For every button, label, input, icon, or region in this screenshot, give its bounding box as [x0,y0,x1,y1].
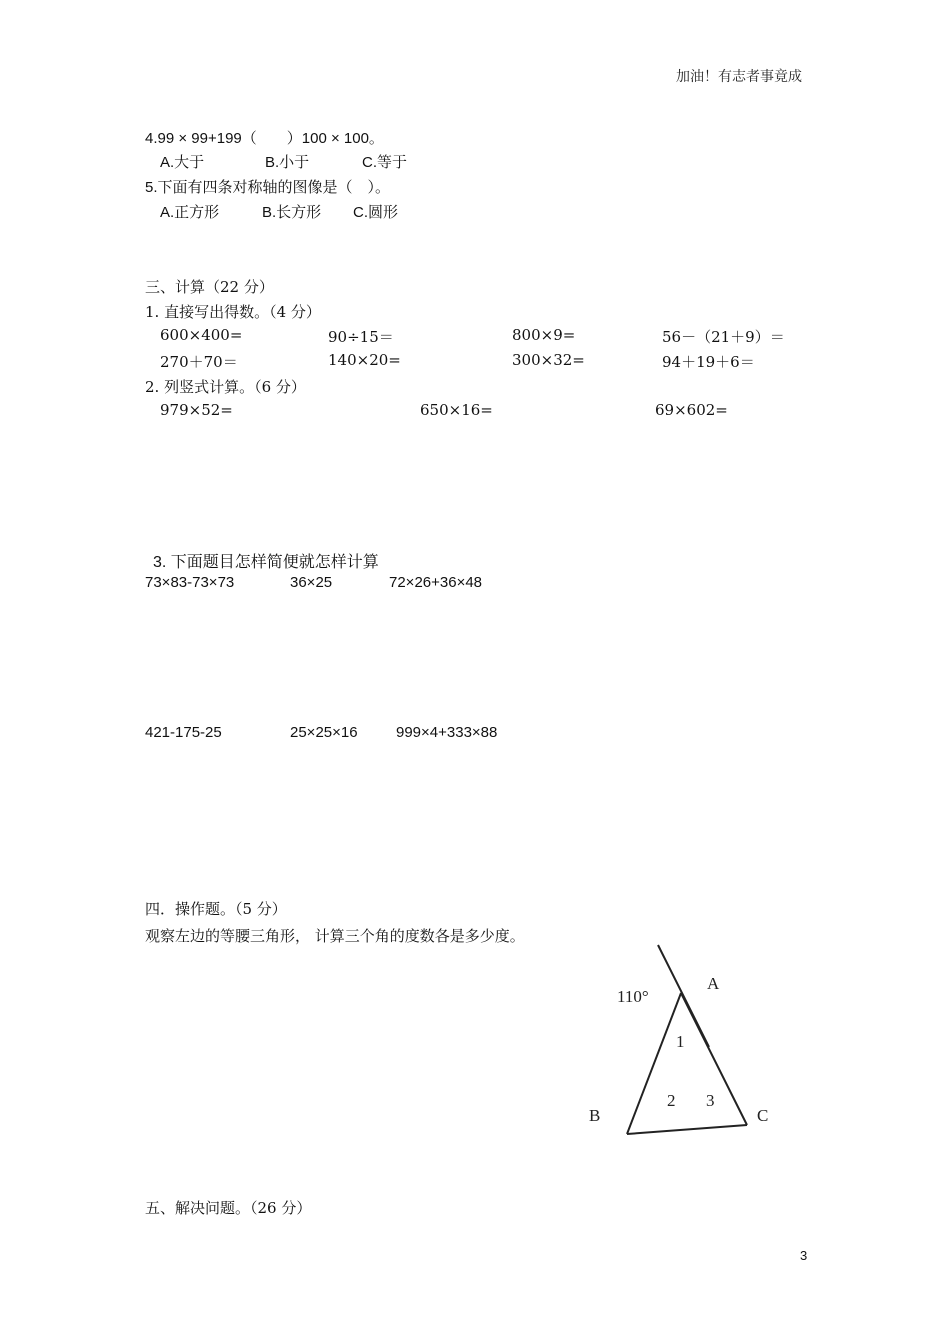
angle-2-label: 2 [667,1091,676,1110]
section-3-part-3-title: 3. 下面题目怎样简便就怎样计算 [153,554,379,571]
simplify-calc-item: 999×4+333×88 [396,724,498,741]
question-4-option-b: B.小于 [265,154,310,171]
section-3-title: 三、计算（22 分） [145,278,274,296]
simplify-calc-item: 25×25×16 [290,724,358,741]
simplify-calc-item: 73×83-73×73 [145,574,235,591]
question-5-text: 5.下面有四条对称轴的图像是（ ）。 [145,179,391,196]
vertex-a-label: A [707,974,720,993]
vertical-calc-item: 650×16= [420,401,493,419]
mental-math-item: 94＋19＋6＝ [662,353,755,371]
question-5-option-c: C.圆形 [353,204,399,221]
exterior-angle-label: 110° [617,987,649,1006]
simplify-calc-item: 72×26+36×48 [389,574,483,591]
mental-math-item: 600×400= [160,326,243,344]
section-5-title: 五、解决问题。（26 分） [145,1199,312,1217]
angle-3-label: 3 [706,1091,715,1110]
section-3-part-1-title: 1. 直接写出得数。（4 分） [145,303,321,321]
mental-math-item: 56－（21＋9）＝ [662,328,785,346]
triangle-side-bc [627,1125,747,1134]
vertical-calc-item: 69×602= [655,401,728,419]
header-motto: 加油！有志者事竟成 [676,69,802,85]
mental-math-item: 140×20= [328,351,401,369]
vertex-b-label: B [589,1106,601,1125]
section-4-title: 四．操作题。（5 分） [145,900,287,918]
vertex-c-label: C [757,1106,769,1125]
mental-math-item: 800×9= [512,326,576,344]
page-number: 3 [800,1248,808,1263]
triangle-side-ab [627,993,681,1134]
angle-1-label: 1 [676,1032,685,1051]
question-5-option-a: A.正方形 [160,204,220,221]
isosceles-triangle-figure [575,935,795,1150]
question-4-option-c: C.等于 [362,154,408,171]
section-4-instruction: 观察左边的等腰三角形， 计算三个角的度数各是多少度。 [145,927,525,945]
mental-math-item: 270＋70＝ [160,353,238,371]
question-4-text: 4.99 × 99+199（ ）100 × 100。 [145,130,384,147]
vertical-calc-item: 979×52= [160,401,233,419]
mental-math-item: 90÷15＝ [328,328,394,346]
mental-math-item: 300×32= [512,351,585,369]
section-3-part-2-title: 2. 列竖式计算。（6 分） [145,378,306,396]
simplify-calc-item: 36×25 [290,574,333,591]
question-4-option-a: A.大于 [160,154,205,171]
question-5-option-b: B.长方形 [262,204,322,221]
simplify-calc-item: 421-175-25 [145,724,222,741]
